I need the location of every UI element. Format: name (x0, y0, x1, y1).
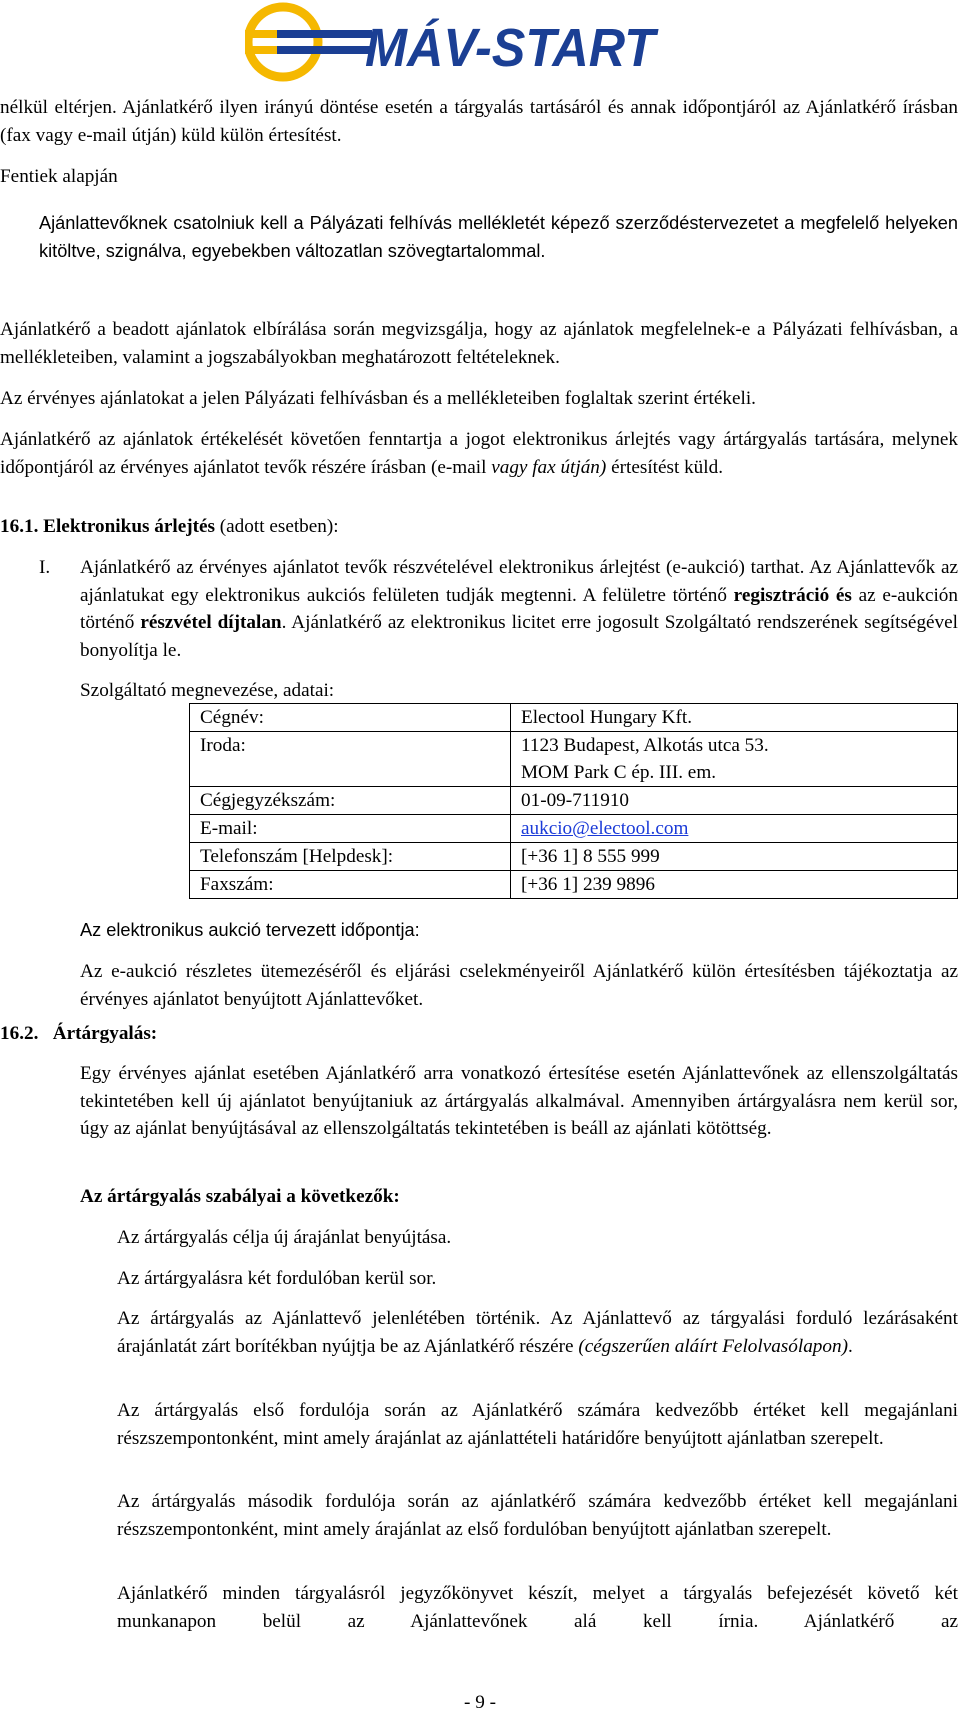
table-key: Cégnév: (190, 704, 511, 732)
table-value: Electool Hungary Kft. (511, 704, 958, 732)
provider-label: Szolgáltató megnevezése, adatai: (80, 680, 335, 701)
rule-item: Az ártárgyalás az Ajánlattevő jelenlétében történik. Az Ajánlattevő az tárgyalási forduló lezárásaként árajánlatát zárt borítékban nyújtja be az Ajánlatkérő részére (cégszerűen aláírt Felolvasólapon). (117, 1308, 958, 1357)
table-value (511, 815, 958, 843)
table-key: Cégjegyzékszám: (190, 787, 511, 815)
rule-item: Az ártárgyalásra két fordulóban kerül sor. (117, 1268, 437, 1289)
table-row (190, 732, 958, 787)
table-value (511, 732, 958, 787)
rule-item: Az ártárgyalás első fordulója során az Ajánlatkérő számára kedvezőbb értéket kell megajánlani részszempontonként, mint amely árajánlat az ajánlattételi határidőre benyújtott ajánlatban szerepelt. (117, 1400, 958, 1449)
paragraph-negotiation: Egy érvényes ajánlat esetében Ajánlatkérő arra vonatkozó értesítése esetén Ajánlattevőnek az ellenszolgáltatás tekintetében kell új ajánlatot benyújtaniuk az ártárgyalás alkalmával. Amennyiben ártárgyalásra nem kerül sor, úgy az ajánlat benyújtásával az ellenszolgáltatás tekintetében is beáll az ajánlati kötöttség. (80, 1063, 958, 1139)
table-row (190, 843, 958, 871)
rule-item: Ajánlatkérő minden tárgyalásról jegyzőkönyvet készít, melyet a tárgyalás befejezését követő két munkanapon belül az Ajánlattevőnek alá kell írnia. Ajánlatkérő az (117, 1583, 958, 1632)
paragraph-fentiek: Fentiek alapján (0, 166, 118, 187)
rule-item: Az ártárgyalás célja új árajánlat benyújtása. (117, 1227, 452, 1248)
table-key: Faxszám: (190, 871, 511, 899)
table-row (190, 704, 958, 732)
item-number: I. (39, 557, 51, 578)
paragraph-auction-details: Az e-aukció részletes ütemezéséről és eljárási cselekményeiről Ajánlatkérő külön értesítésben tájékoztatja az érvényes ajánlatot benyújtott Ajánlattevőket. (80, 961, 958, 1010)
rules-heading: Az ártárgyalás szabályai a következők: (80, 1186, 400, 1207)
table-value: 01-09-711910 (511, 787, 958, 815)
table-key: Iroda: (190, 732, 511, 787)
table-row (190, 787, 958, 815)
paragraph-intro: nélkül eltérjen. Ajánlatkérő ilyen irányú döntése esetén a tárgyalás tartásáról és annak időpontjáról az Ajánlatkérő írásban (fax vagy e-mail útján) küld külön értesítést. (0, 97, 958, 146)
address-line-2: MOM Park C ép. III. em. (521, 762, 717, 783)
paragraph-auction-right: Ajánlatkérő az ajánlatok értékelését követően fenntartja a jogot elektronikus árlejtés vagy ártárgyalás tartására, melynek időpontjáról az érvényes ajánlatot tevők részére írásban (e-mail vagy fax útján) értesítést küld. (0, 429, 958, 478)
paragraph-e-auction: Ajánlatkérő az érvényes ajánlatot tevők részvételével elektronikus árlejtést (e-aukció) tarthat. Az Ajánlattevők az ajánlatukat egy elektronikus aukciós felületen tudják megtenni. A felületre történő regisztráció és az e-aukción történő részvétel díjtalan. Ajánlatkérő az elektronikus licitet erre jogosult Szolgáltató rendszerének segítségével bonyolítja le. (80, 557, 958, 661)
table-row (190, 871, 958, 899)
svg-text:MÁV-START: MÁV-START (365, 18, 659, 78)
paragraph-valid-offers: Az érvényes ajánlatokat a jelen Pályázati felhívásban és a mellékleteiben foglaltak szerint értékeli. (0, 388, 756, 409)
paragraph-attachments: Ajánlattevőknek csatolniuk kell a Pályázati felhívás mellékletét képező szerződéstervezetet a megfelelő helyeken kitöltve, szignálva, egyebekben változatlan szövegtartalommal. (39, 213, 958, 261)
paragraph-evaluation: Ajánlatkérő a beadott ajánlatok elbírálása során megvizsgálja, hogy az ajánlatok megfelelnek-e a Pályázati felhívásban, a mellékleteiben, valamint a jogszabályokban meghatározott feltételeknek. (0, 319, 958, 368)
email-link[interactable]: aukcio@electool.com (521, 818, 689, 839)
table-value: [+36 1] 8 555 999 (511, 843, 958, 871)
table-row (190, 815, 958, 843)
section-16-1-heading: 16.1. Elektronikus árlejtés (adott esetben): (0, 516, 339, 537)
mav-start-logo (245, 2, 665, 82)
provider-table (189, 703, 958, 899)
table-key: Telefonszám [Helpdesk]: (190, 843, 511, 871)
address-line-1: 1123 Budapest, Alkotás utca 53. (521, 735, 769, 756)
section-16-2-heading: 16.2. Ártárgyalás: (0, 1023, 158, 1044)
auction-time-label: Az elektronikus aukció tervezett időpontja: (80, 920, 420, 940)
page-number: - 9 - (464, 1692, 496, 1713)
table-value: [+36 1] 239 9896 (511, 871, 958, 899)
table-key: E-mail: (190, 815, 511, 843)
rule-item: Az ártárgyalás második fordulója során az ajánlatkérő számára kedvezőbb értéket kell megajánlani részszempontonként, mint amely árajánlat az első fordulóban benyújtott ajánlatban szerepelt. (117, 1491, 958, 1540)
